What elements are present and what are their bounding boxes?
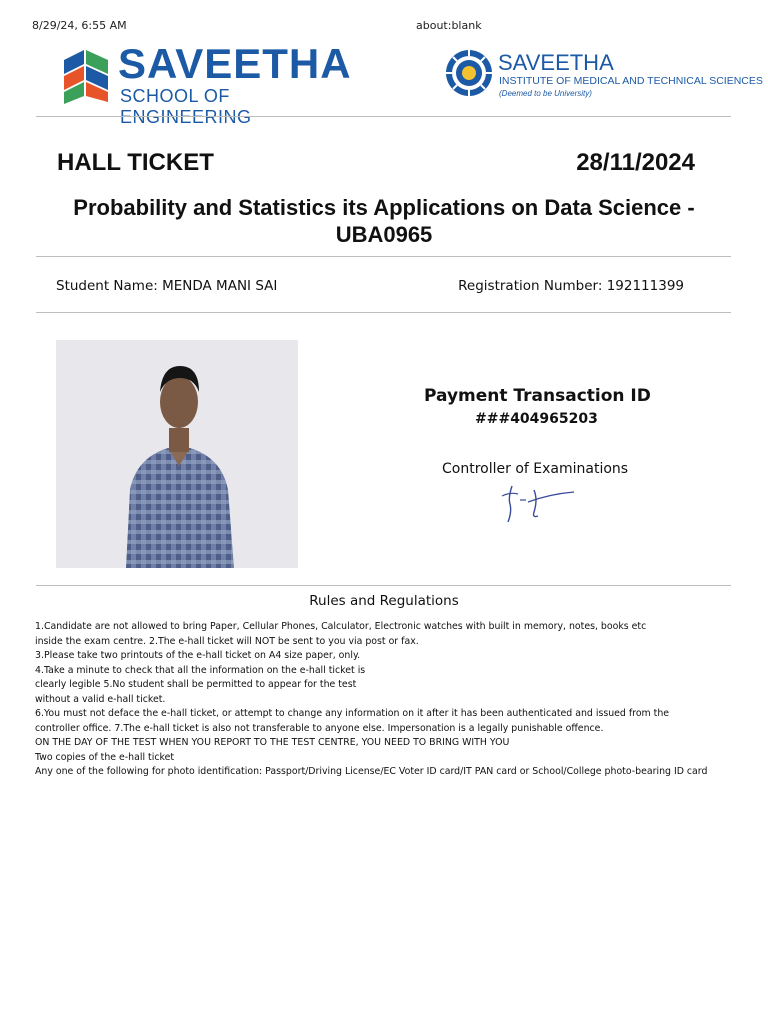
right-logo-name: SAVEETHA (498, 50, 614, 75)
payment-transaction-label: Payment Transaction ID (424, 386, 651, 406)
rules-line: 1.Candidate are not allowed to bring Paper, Cellular Phones, Calculator, Electronic watches with built in memory, notes, books etc (35, 621, 647, 632)
rules-list (35, 620, 747, 780)
title-divider (36, 256, 731, 257)
student-name: Student Name: MENDA MANI SAI (56, 278, 278, 294)
course-title (20, 194, 748, 248)
right-logo-note: (Deemed to be University) (499, 89, 592, 98)
rules-line: clearly legible 5.No student shall be permitted to appear for the test (35, 679, 357, 690)
rules-line: 3.Please take two printouts of the e-hall ticket on A4 size paper, only. (35, 650, 361, 661)
course-title-line1: Probability and Statistics its Applications on Data Science - (73, 195, 695, 220)
saveetha-engineering-logo (60, 40, 352, 127)
saveetha-s-logo-icon (60, 46, 112, 106)
rules-line: controller office. 7.The e-hall ticket is also not transferable to anyone else. Impersonation is a legally punishable offence. (35, 722, 604, 734)
page-title: HALL TICKET (57, 149, 214, 176)
rules-line: 4.Take a minute to check that all the information on the e-hall ticket is (35, 664, 366, 676)
controller-of-examinations: Controller of Examinations (442, 461, 629, 477)
rules-line: Any one of the following for photo identification: Passport/Driving License/EC Voter ID card/IT PAN card or School/College photo-bearing ID card (35, 766, 708, 777)
student-photo (56, 340, 298, 568)
print-datetime: 8/29/24, 6:55 AM (32, 19, 127, 32)
signature-icon (498, 482, 578, 524)
rules-line: ON THE DAY OF THE TEST WHEN YOU REPORT TO THE TEST CENTRE, YOU NEED TO BRING WITH YOU (35, 737, 510, 748)
details-divider (36, 312, 731, 313)
saveetha-institute-logo (444, 48, 763, 104)
right-logo-subtitle: INSTITUTE OF MEDICAL AND TECHNICAL SCIENCES (499, 75, 763, 87)
rules-line: Two copies of the e-hall ticket (35, 751, 175, 763)
print-url: about:blank (416, 19, 482, 32)
payment-transaction-id: ###404965203 (475, 411, 598, 427)
student-photo-image (56, 340, 298, 568)
left-logo-name: SAVEETHA (118, 40, 352, 87)
rules-line: 6.You must not deface the e-hall ticket, or attempt to change any information on it after it has been authenticated and issued from the (35, 708, 670, 719)
rules-line: without a valid e-hall ticket. (35, 693, 166, 705)
rules-title: Rules and Regulations (309, 593, 459, 609)
registration-number: Registration Number: 192111399 (458, 278, 684, 294)
exam-date: 28/11/2024 (576, 149, 695, 176)
header-divider (36, 116, 731, 117)
left-logo-subtitle: SCHOOL OF ENGINEERING (120, 86, 252, 127)
course-title-line2: UBA0965 (335, 222, 433, 247)
rules-divider (36, 585, 731, 586)
rules-line: inside the exam centre. 2.The e-hall ticket will NOT be sent to you via post or fax. (35, 635, 419, 647)
university-seal-icon (444, 48, 494, 98)
